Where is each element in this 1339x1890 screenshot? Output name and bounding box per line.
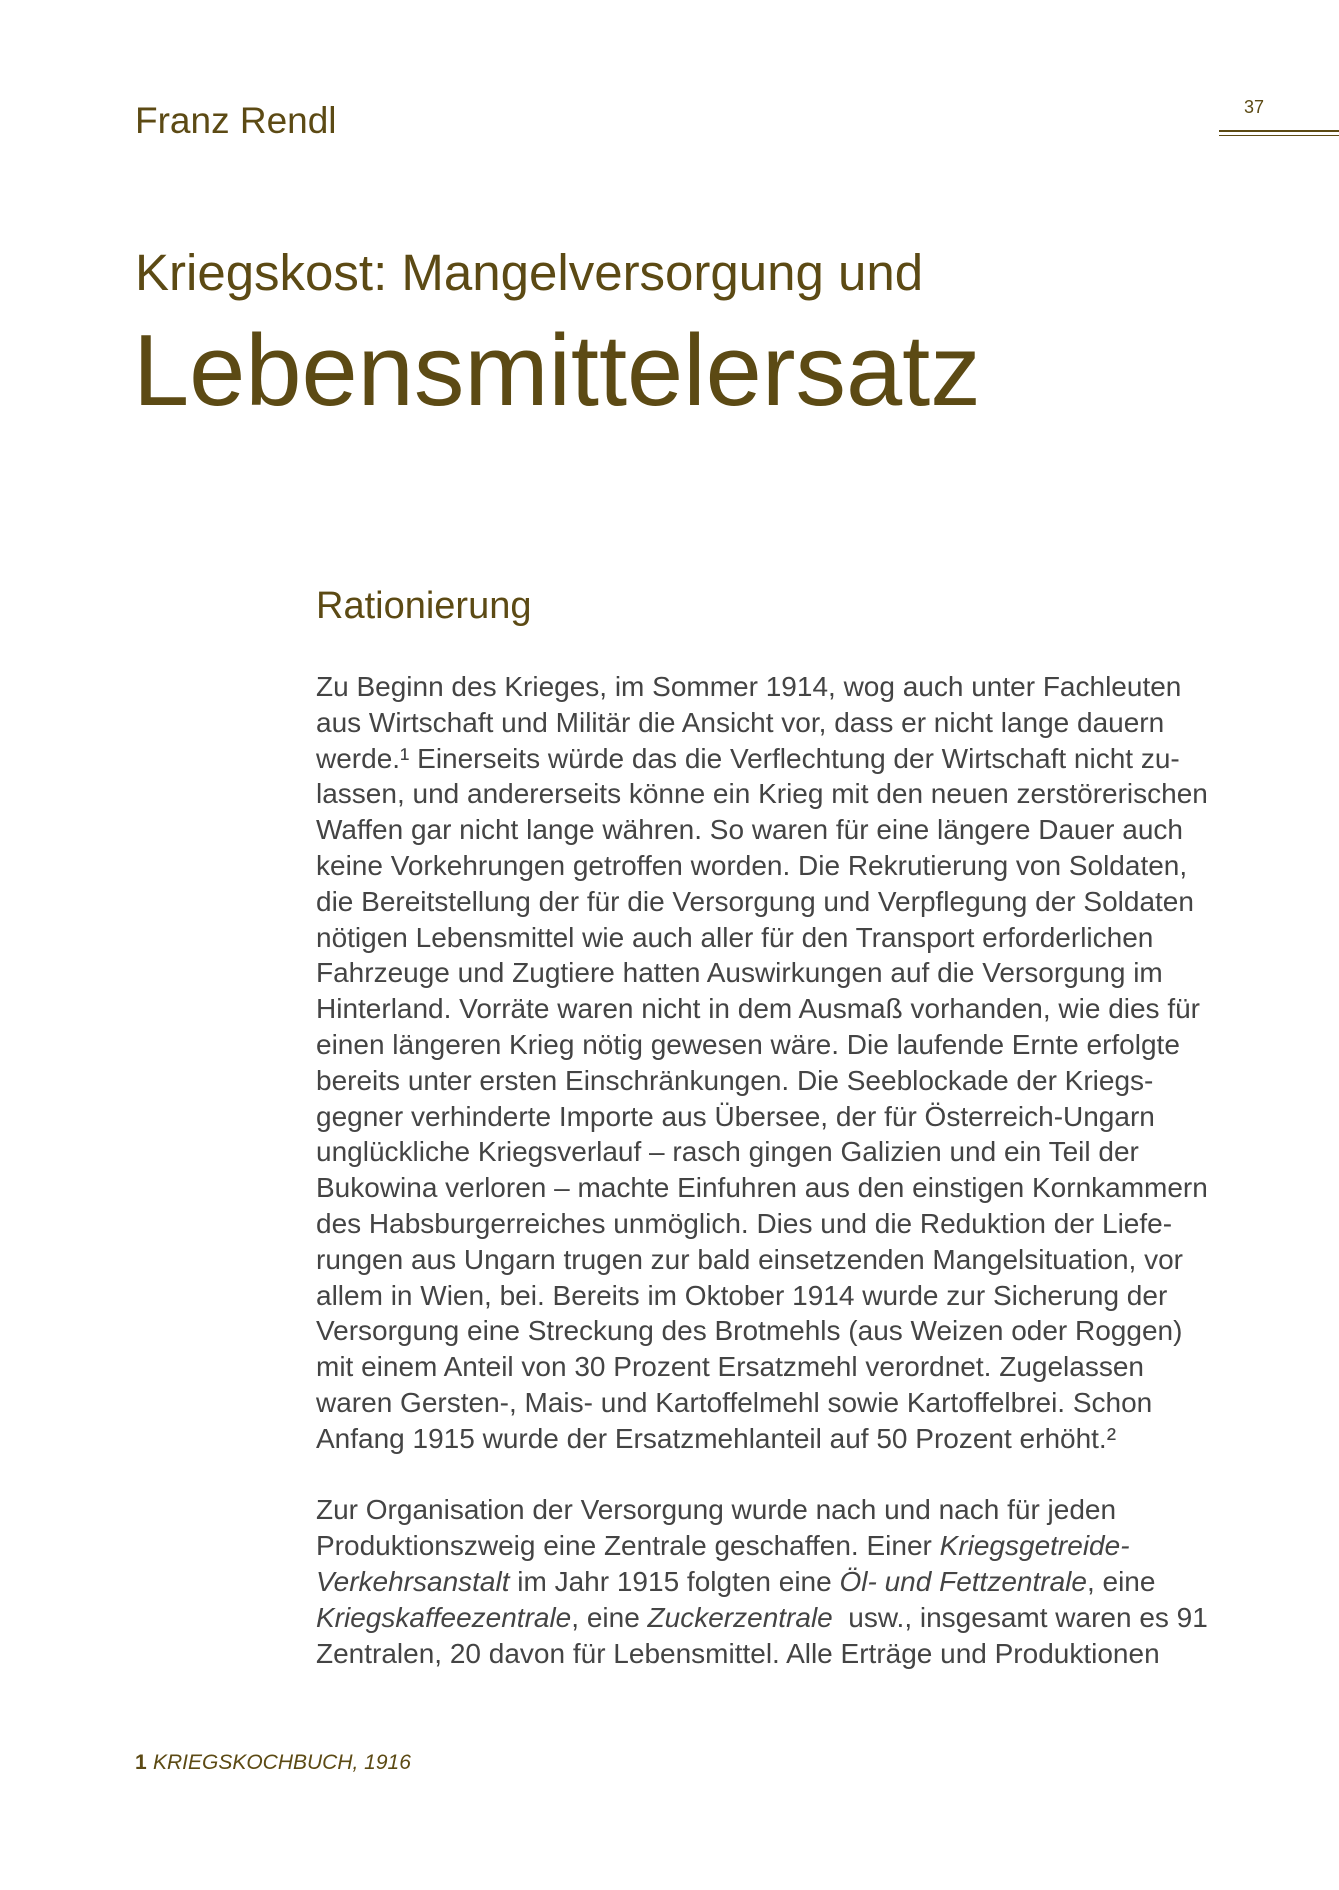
text-line (316, 1492, 1208, 1528)
text-line: mit einem Anteil von 30 Prozent Ersatzmehl verordnet. Zugelassen (316, 1351, 1144, 1383)
text-line: des Habsburgerreiches unmöglich. Dies und die Reduktion der Liefe- (316, 1207, 1173, 1239)
text-segment: Zur Organisation der Versorgung wurde nach und nach für jeden (316, 1494, 1117, 1526)
paragraph-2 (316, 1492, 1208, 1671)
italic-term: Öl- und Fettzentrale (839, 1565, 1087, 1597)
caption-number: 1 (135, 1751, 147, 1774)
figure-caption (135, 1752, 411, 1773)
text-segment: , eine (1086, 1565, 1156, 1597)
text-line (316, 1600, 1208, 1636)
paragraph-1 (316, 669, 1208, 1457)
text-line: Hinterland. Vorräte waren nicht in dem Ausmaß vorhanden, wie dies für (316, 993, 1201, 1025)
text-segment: Zentralen, 20 davon für Lebensmittel. Alle Erträge und Produktionen (316, 1637, 1160, 1669)
page-number-rule (1219, 130, 1339, 136)
text-line: allem in Wien, bei. Bereits im Oktober 1914 wurde zur Sicherung der (316, 1279, 1168, 1311)
text-line: rungen aus Ungarn trugen zur bald einsetzenden Mangelsituation, vor (316, 1243, 1184, 1275)
text-line: unglückliche Kriegsverlauf – rasch gingen Galizien und ein Teil der (316, 1136, 1139, 1168)
italic-term: Kriegskaffeezentrale (316, 1601, 572, 1633)
text-line (316, 1564, 1208, 1600)
section-heading: Rationierung (316, 585, 532, 627)
text-line: bereits unter ersten Einschränkungen. Die Seeblockade der Kriegs- (316, 1064, 1154, 1096)
text-segment: im Jahr 1915 folgten eine (509, 1565, 840, 1597)
text-line: keine Vorkehrungen getroffen worden. Die Rekrutierung von Soldaten, (316, 849, 1188, 881)
text-line (316, 1528, 1208, 1564)
text-segment: , eine (571, 1601, 648, 1633)
author-name: Franz Rendl (135, 100, 337, 141)
text-line: waren Gersten-, Mais- und Kartoffelmehl sowie Kartoffelbrei. Schon (316, 1386, 1153, 1418)
text-line: Versorgung eine Streckung des Brotmehls (aus Weizen oder Roggen) (316, 1315, 1183, 1347)
text-line (316, 1636, 1208, 1672)
text-line: Bukowina verloren – machte Einfuhren aus den einstigen Kornkammern (316, 1172, 1208, 1204)
text-line: nötigen Lebensmittel wie auch aller für den Transport erforderlichen (316, 921, 1154, 953)
text-line: die Bereitstellung der für die Versorgung und Verpflegung der Soldaten (316, 885, 1194, 917)
body-text (316, 669, 1208, 1671)
page-number: 37 (1244, 97, 1265, 117)
italic-term: Zuckerzentrale (647, 1601, 833, 1633)
text-line: Anfang 1915 wurde der Ersatzmehlanteil auf 50 Prozent erhöht.² (316, 1422, 1117, 1454)
text-line: Waffen gar nicht lange währen. So waren für eine längere Dauer auch (316, 814, 1183, 846)
text-line: gegner verhinderte Importe aus Übersee, der für Österreich-Ungarn (316, 1100, 1155, 1132)
text-line: einen längeren Krieg nötig gewesen wäre. Die laufende Ernte erfolgte (316, 1028, 1180, 1060)
text-line: lassen, und andererseits könne ein Krieg mit den neuen zerstörerischen (316, 778, 1208, 810)
text-line: aus Wirtschaft und Militär die Ansicht vor, dass er nicht lange dauern (316, 706, 1165, 738)
text-segment: usw., insgesamt waren es 91 (832, 1601, 1208, 1633)
italic-term: Kriegsgetreide- (939, 1530, 1130, 1562)
chapter-subtitle: Kriegskost: Mangelversorgung und (135, 244, 924, 301)
text-line: werde.¹ Einerseits würde das die Verflechtung der Wirtschaft nicht zu- (316, 742, 1180, 774)
text-line: Fahrzeuge und Zugtiere hatten Auswirkungen auf die Versorgung im (316, 957, 1163, 989)
caption-text: KRIEGSKOCHBUCH, 1916 (152, 1751, 411, 1774)
italic-term: Verkehrsanstalt (316, 1565, 510, 1597)
text-segment: Produktionszweig eine Zentrale geschaffen. Einer (316, 1530, 940, 1562)
chapter-title: Lebensmittelersatz (133, 315, 981, 427)
text-line: Zu Beginn des Krieges, im Sommer 1914, wog auch unter Fachleuten (316, 671, 1182, 702)
